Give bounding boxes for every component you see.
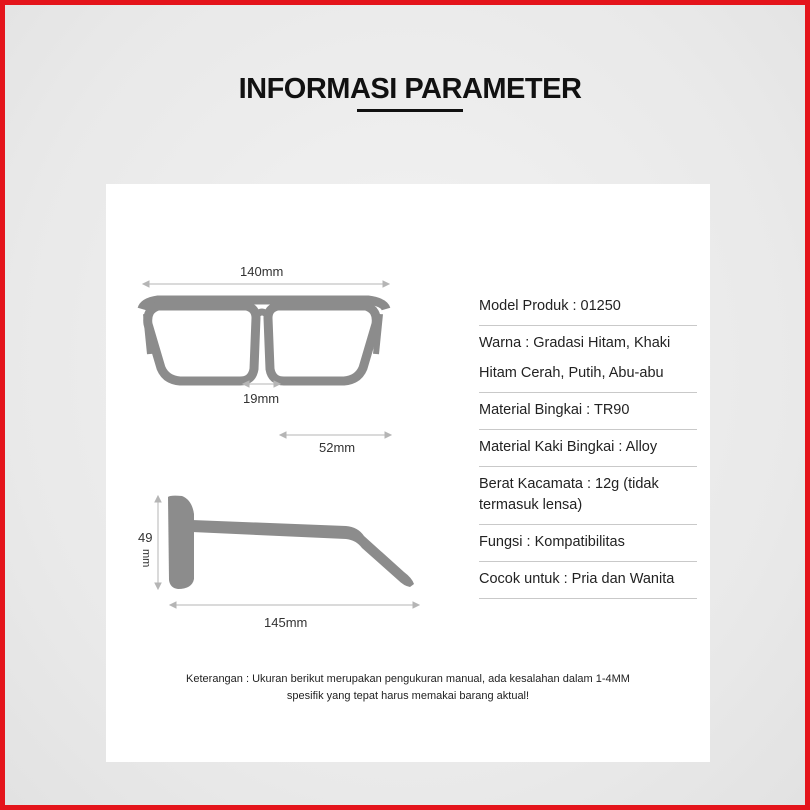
lens-width-arrow bbox=[280, 432, 391, 438]
note-line-1: Keterangan : Ukuran berikut merupakan pengukuran manual, ada kesalahan dalam 1-4MM bbox=[186, 673, 630, 685]
temple-length-arrow bbox=[170, 602, 419, 608]
page-title: INFORMASI PARAMETER bbox=[238, 73, 582, 105]
total-width-arrow bbox=[143, 281, 389, 287]
spec-color-continued: Hitam Cerah, Putih, Abu-abu bbox=[479, 356, 697, 393]
spec-weight: Berat Kacamata : 12g (tidak termasuk lensa) bbox=[479, 467, 697, 525]
spec-model: Model Produk : 01250 bbox=[479, 289, 697, 326]
lens-height-unit-label: mm bbox=[140, 549, 152, 568]
parameter-card bbox=[106, 184, 710, 762]
note-line-2: spesifik yang tepat harus memakai barang aktual! bbox=[286, 690, 530, 702]
total-width-label: 140mm bbox=[240, 264, 284, 279]
title-underline bbox=[357, 109, 463, 112]
lens-height-label: 49 bbox=[138, 530, 153, 545]
spec-temple-material: Material Kaki Bingkai : Alloy bbox=[479, 430, 697, 467]
lens-width-label: 52mm bbox=[319, 440, 356, 455]
front-view-frame bbox=[142, 300, 386, 381]
bridge-label: 19mm bbox=[243, 391, 280, 406]
measurement-note bbox=[106, 671, 710, 705]
spec-list bbox=[479, 289, 697, 599]
side-view-frame bbox=[168, 496, 414, 589]
bridge-arrow bbox=[243, 381, 280, 387]
lens-height-arrow bbox=[155, 496, 161, 589]
spec-color: Warna : Gradasi Hitam, Khaki bbox=[479, 335, 671, 351]
spec-suitable-for: Cocok untuk : Pria dan Wanita bbox=[479, 562, 697, 599]
temple-length-label: 145mm bbox=[264, 615, 308, 630]
spec-frame-material: Material Bingkai : TR90 bbox=[479, 393, 697, 430]
spec-function: Fungsi : Kompatibilitas bbox=[479, 525, 697, 562]
